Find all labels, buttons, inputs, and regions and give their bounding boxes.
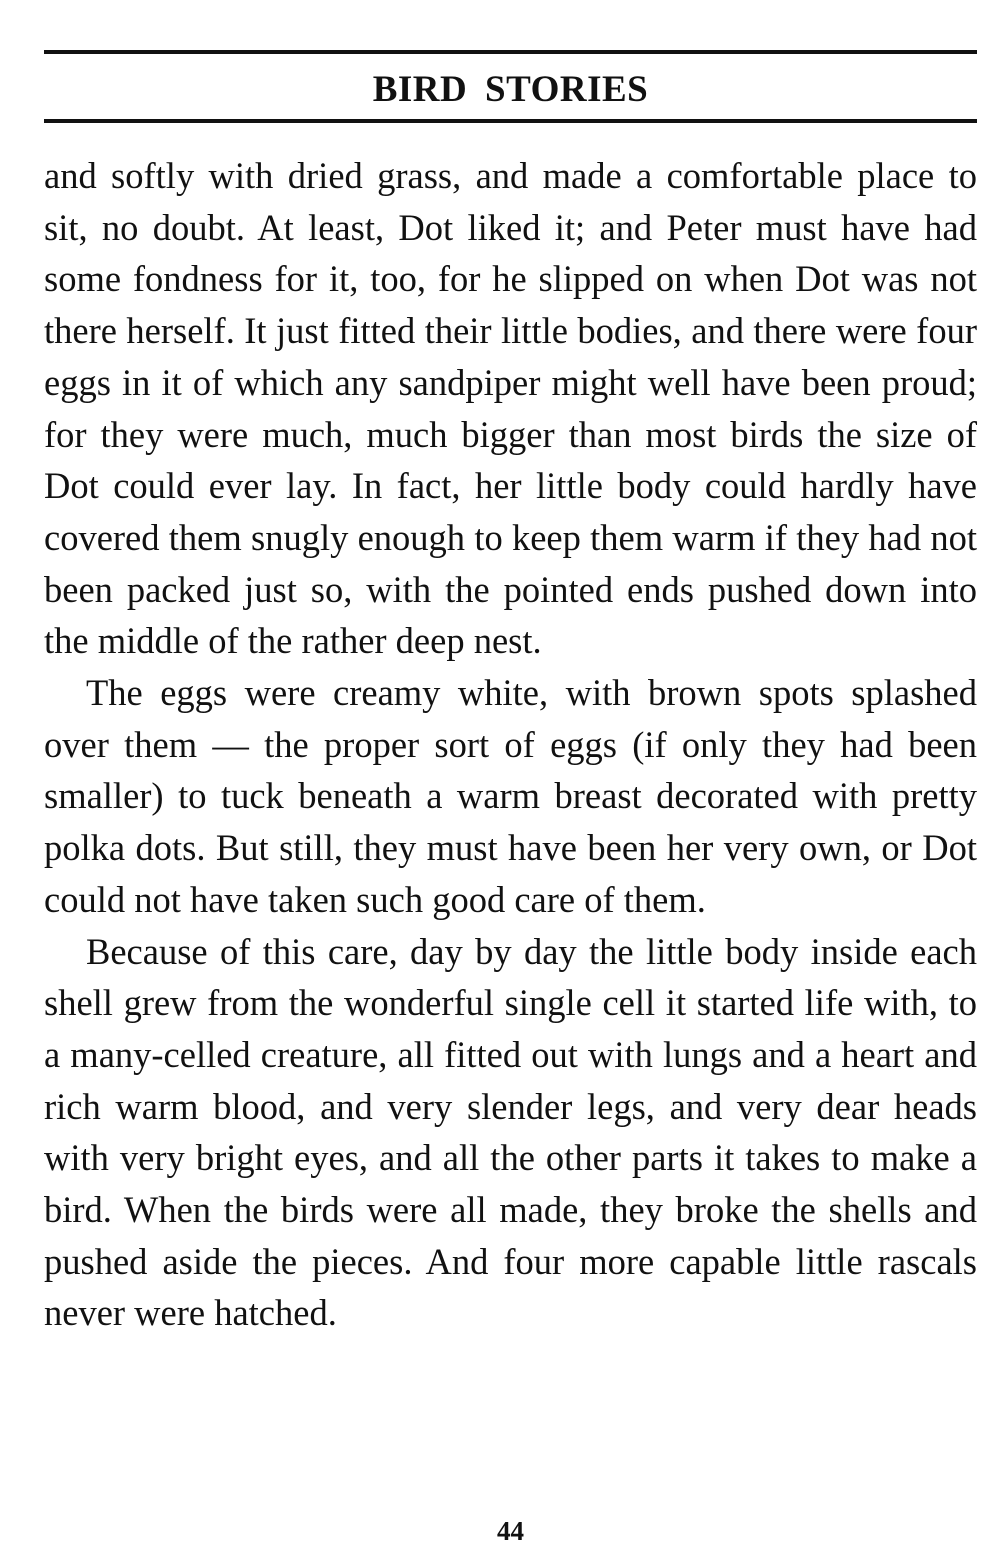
running-title: BIRD STORIES	[372, 69, 649, 110]
paragraph-2: The eggs were creamy white, with brown spots splashed over them — the proper sort of eggs (if only they had been smaller) to tuck beneath a warm breast decorated with pretty polka dots. But still, they must have been her very own, or Dot could not have taken such good care of them.	[44, 672, 977, 920]
body-text	[44, 150, 977, 1339]
header-rule-bottom	[44, 119, 977, 123]
paragraph-1: and softly with dried grass, and made a comfortable place to sit, no doubt. At least, Dot liked it; and Peter must have had some fondness for it, too, for he slipped on when Dot was not there herself. It just fitted their little bodies, and there were four eggs in it of which any sandpiper might well have been proud; for they were much, much bigger than most birds the size of Dot could ever lay. In fact, her little body could hardly have covered them snugly enough to keep them warm if they had not been packed just so, with the pointed ends pushed down into the middle of the rather deep nest.	[44, 155, 977, 662]
paragraph-3: Because of this care, day by day the little body inside each shell grew from the wonderful single cell it started life with, to a many-celled creature, all fitted out with lungs and a heart and rich warm blood, and very slender legs, and very dear heads with very bright eyes, and all the other parts it takes to make a bird. When the birds were all made, they broke the shells and pushed aside the pieces. And four more capable little rascals never were hatched.	[44, 930, 977, 1334]
book-page	[44, 0, 977, 1561]
header-rule-top	[44, 50, 977, 54]
page-number: 44	[497, 1516, 524, 1546]
